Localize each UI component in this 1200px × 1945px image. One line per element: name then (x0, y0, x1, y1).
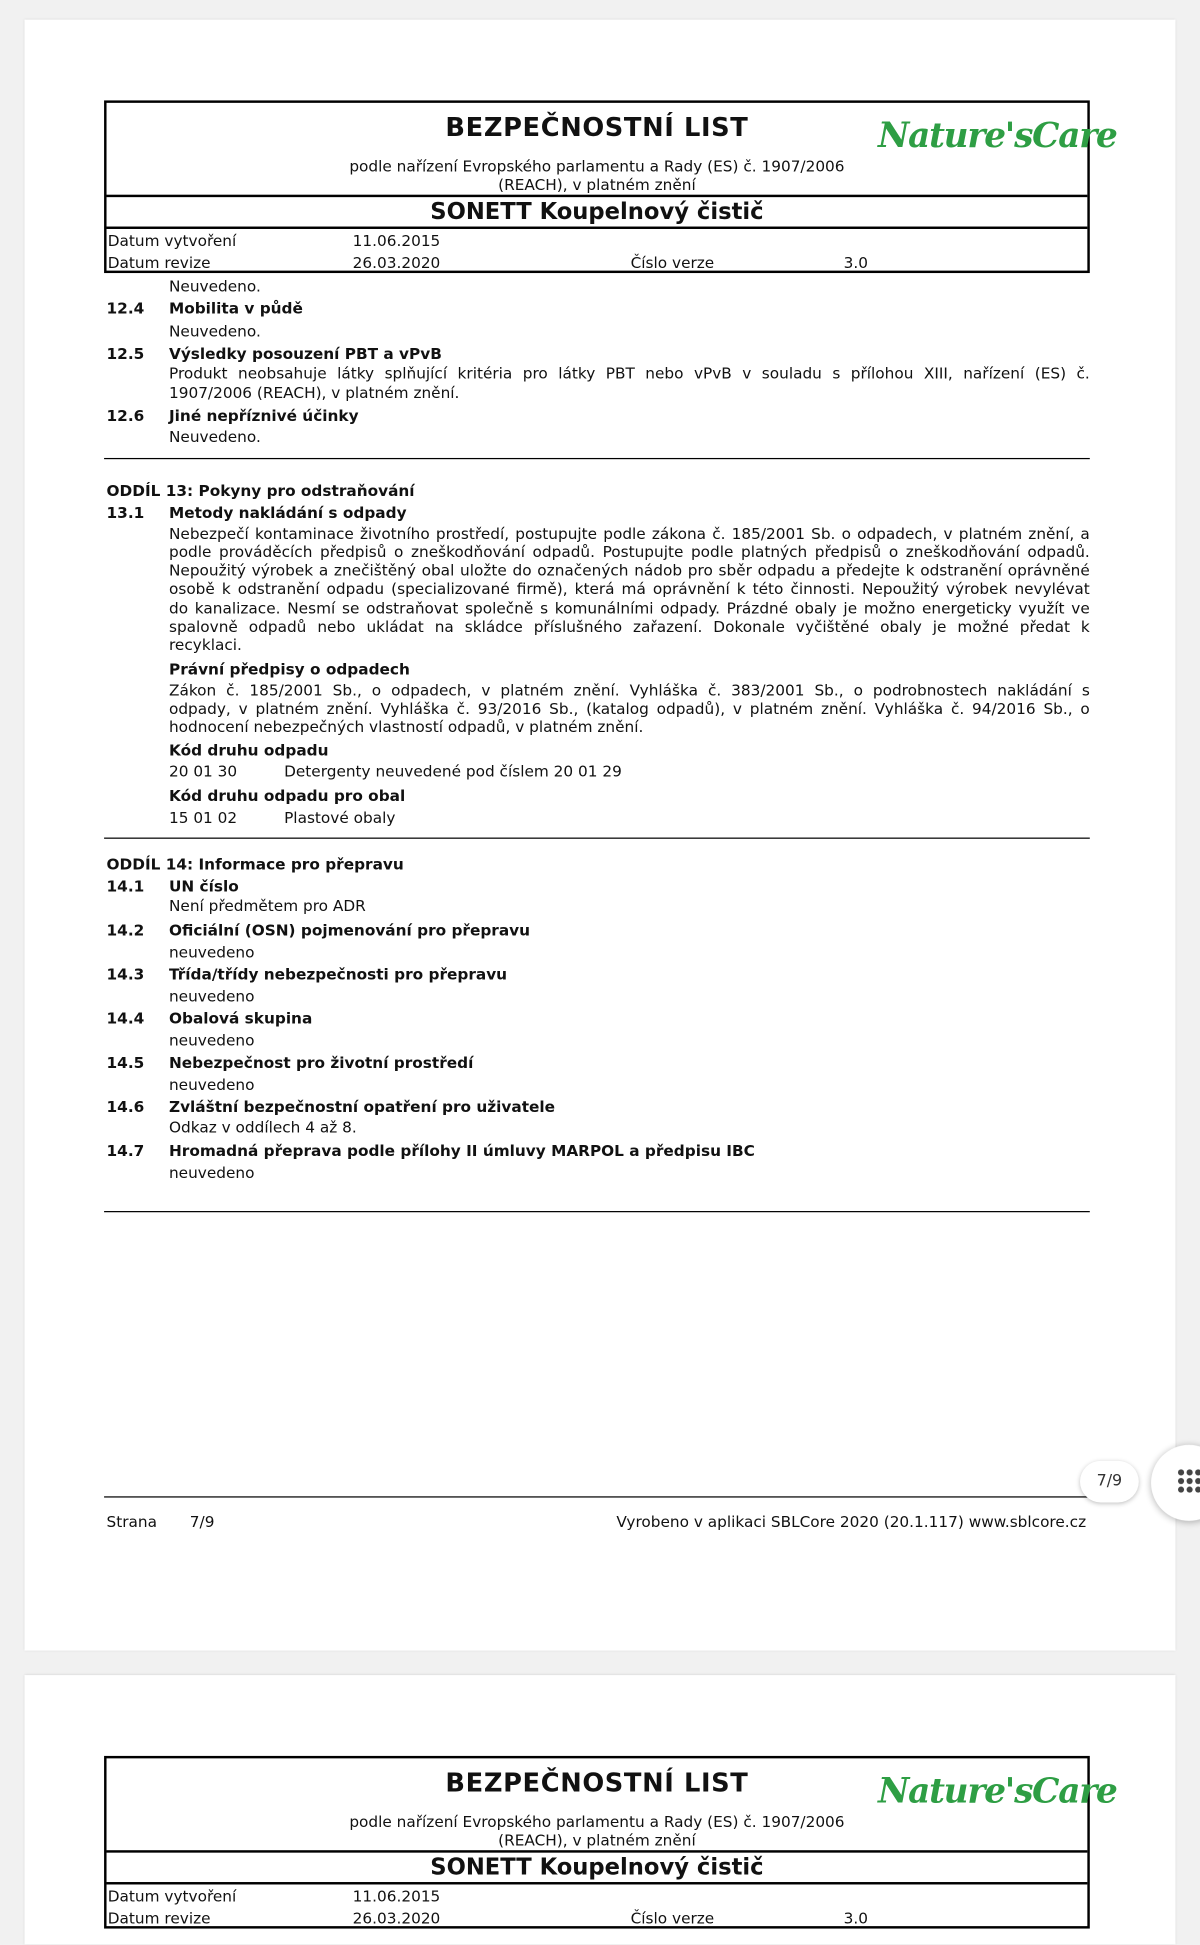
item-title: Hromadná přeprava podle přílohy II úmluvy MARPOL a předpisu IBC (168, 1141, 755, 1160)
paragraph-line: podle prováděcích předpisů o zneškodňování odpadů. Postupujte podle platných předpisů o zneškodňování odpadů. (168, 542, 1090, 561)
subtitle-line: (REACH), v platném znění (498, 1830, 696, 1849)
subheading: Právní předpisy o odpadech (168, 660, 410, 679)
page-indicator: 7/9 (1080, 1461, 1139, 1503)
product-name: SONETT Koupelnový čistič (430, 1855, 764, 1881)
item-number: 14.3 (106, 964, 145, 984)
item-text: Neuvedeno. (168, 322, 261, 341)
document-subtitle (107, 157, 1088, 194)
revision-value: 26.03.2020 (352, 253, 441, 272)
item-number: 12.5 (106, 344, 145, 363)
paragraph-line: Produkt neobsahuje látky splňující kritéria pro látky PBT nebo vPvB v souladu s přílohou XIII, nařízení (ES) č. (168, 363, 1090, 383)
revision-value: 26.03.2020 (352, 1908, 441, 1928)
item-title: Oficiální (OSN) pojmenování pro přepravu (168, 920, 531, 940)
subtitle-line: (REACH), v platném znění (498, 175, 696, 194)
section-divider (104, 1211, 1090, 1212)
created-label: Datum vytvoření (107, 231, 237, 250)
section-heading: ODDÍL 14: Informace pro přepravu (106, 854, 404, 874)
item-number: 14.4 (106, 1008, 145, 1028)
subtitle-line: podle nařízení Evropského parlamentu a Rady (ES) č. 1907/2006 (349, 156, 845, 176)
paragraph-line: Nebezpečí kontaminace životního prostředí, postupujte podle zákona č. 185/2001 Sb. o odpadech, v platném znění, a (168, 524, 1090, 543)
subheading: Kód druhu odpadu pro obal (168, 786, 406, 805)
item-title: Mobilita v půdě (168, 298, 303, 318)
paragraph-line: odpady, v platném znění. Vyhláška č. 93/2016 Sb., (katalog odpadů), v platném znění. Vyhláška č. 94/2016 Sb., o (168, 699, 1090, 718)
item-title: Výsledky posouzení PBT a vPvB (168, 344, 442, 363)
section-heading: ODDÍL 13: Pokyny pro odstraňování (106, 481, 415, 500)
paragraph-line: hodnocení nebezpečných vlastností odpadů, v platném znění. (168, 717, 644, 736)
natures-care-logo: Nature'sCare (877, 1770, 1117, 1812)
section-text: Neuvedeno. (168, 276, 261, 296)
item-number: 12.4 (106, 298, 145, 318)
paragraph-line: Nepoužitý výrobek a znečištěný obal uložte do označených nádob pro sběr odpadu a předejte k odstranění oprávněné (168, 560, 1090, 580)
footer-page-label: Strana (106, 1512, 158, 1531)
item-number: 14.1 (106, 876, 145, 896)
revision-label: Datum revize (107, 1908, 211, 1928)
revision-label: Datum revize (107, 253, 211, 272)
item-title: Zvláštní bezpečnostní opatření pro uživatele (168, 1097, 556, 1116)
item-text: neuvedeno (168, 1031, 255, 1050)
waste-code-description: Detergenty neuvedené pod číslem 20 01 29 (284, 761, 622, 781)
natures-care-logo: Nature'sCare (877, 115, 1117, 156)
item-title: Metody nakládání s odpady (168, 503, 407, 522)
version-label: Číslo verze (630, 253, 715, 272)
paragraph-line: 1907/2006 (REACH), v platném znění. (168, 383, 460, 402)
item-title: Třída/třídy nebezpečnosti pro přepravu (168, 964, 508, 984)
item-title: UN číslo (168, 876, 239, 896)
paragraph-line: Zákon č. 185/2001 Sb., o odpadech, v platném znění. Vyhláška č. 383/2001 Sb., o podrobnostech nakládání s (168, 680, 1090, 700)
document-header (104, 100, 1117, 273)
item-text: Odkaz v oddílech 4 až 8. (168, 1117, 357, 1137)
created-value: 11.06.2015 (352, 1886, 441, 1906)
subheading: Kód druhu odpadu (168, 740, 329, 760)
item-text: neuvedeno (168, 1163, 255, 1182)
document-title: BEZPEČNOSTNÍ LIST (445, 1768, 749, 1798)
section-divider (104, 838, 1090, 839)
subtitle-line: podle nařízení Evropského parlamentu a Rady (ES) č. 1907/2006 (349, 1812, 845, 1831)
waste-code-description: Plastové obaly (284, 808, 396, 827)
footer-divider (104, 1496, 1090, 1497)
document-page-7 (24, 20, 1175, 1651)
item-title: Nebezpečnost pro životní prostředí (168, 1053, 474, 1072)
version-value: 3.0 (843, 253, 869, 272)
item-text: neuvedeno (168, 986, 255, 1006)
item-title: Jiné nepříznivé účinky (168, 406, 359, 425)
paragraph-line: osobě k odstranění odpadu (specializované firmě), která má oprávnění k této činnosti. Nepoužitý výrobek nevylévat (168, 579, 1090, 598)
item-text: neuvedeno (168, 1075, 255, 1094)
footer-page-value: 7/9 (189, 1512, 215, 1531)
item-title: Obalová skupina (168, 1008, 313, 1028)
version-label: Číslo verze (630, 1908, 715, 1928)
item-text: Neuvedeno. (168, 427, 261, 446)
paragraph-line: spalovně odpadů nebo ukládat na skládce příslušného zařazení. Dokonale vyčištěné obaly je možné předat k (168, 617, 1090, 636)
document-subtitle (107, 1812, 1088, 1849)
document-page-8 (24, 1675, 1175, 1944)
item-text: Není předmětem pro ADR (168, 896, 366, 915)
created-label: Datum vytvoření (107, 1886, 237, 1906)
waste-code: 20 01 30 (168, 761, 238, 781)
item-number: 14.2 (106, 920, 145, 940)
version-value: 3.0 (843, 1908, 869, 1928)
document-header (104, 1756, 1117, 1929)
product-name: SONETT Koupelnový čistič (430, 199, 764, 226)
paragraph-line: recyklaci. (168, 635, 242, 654)
item-number: 12.6 (106, 406, 145, 425)
waste-code: 15 01 02 (168, 808, 238, 827)
grid-dots-icon (1178, 1469, 1198, 1492)
paragraph-line: do kanalizace. Nesmí se odstraňovat společně s komunálními odpady. Prázdné obaly je možno energeticky využít ve (168, 598, 1090, 618)
section-divider (104, 458, 1090, 459)
created-value: 11.06.2015 (352, 231, 441, 250)
document-title: BEZPEČNOSTNÍ LIST (445, 112, 749, 143)
item-number: 13.1 (106, 503, 145, 522)
item-number: 14.6 (106, 1097, 145, 1116)
footer-producer: Vyrobeno v aplikaci SBLCore 2020 (20.1.117) www.sblcore.cz (616, 1512, 1087, 1531)
item-number: 14.7 (106, 1141, 145, 1160)
item-number: 14.5 (106, 1053, 145, 1072)
item-text: neuvedeno (168, 942, 255, 962)
